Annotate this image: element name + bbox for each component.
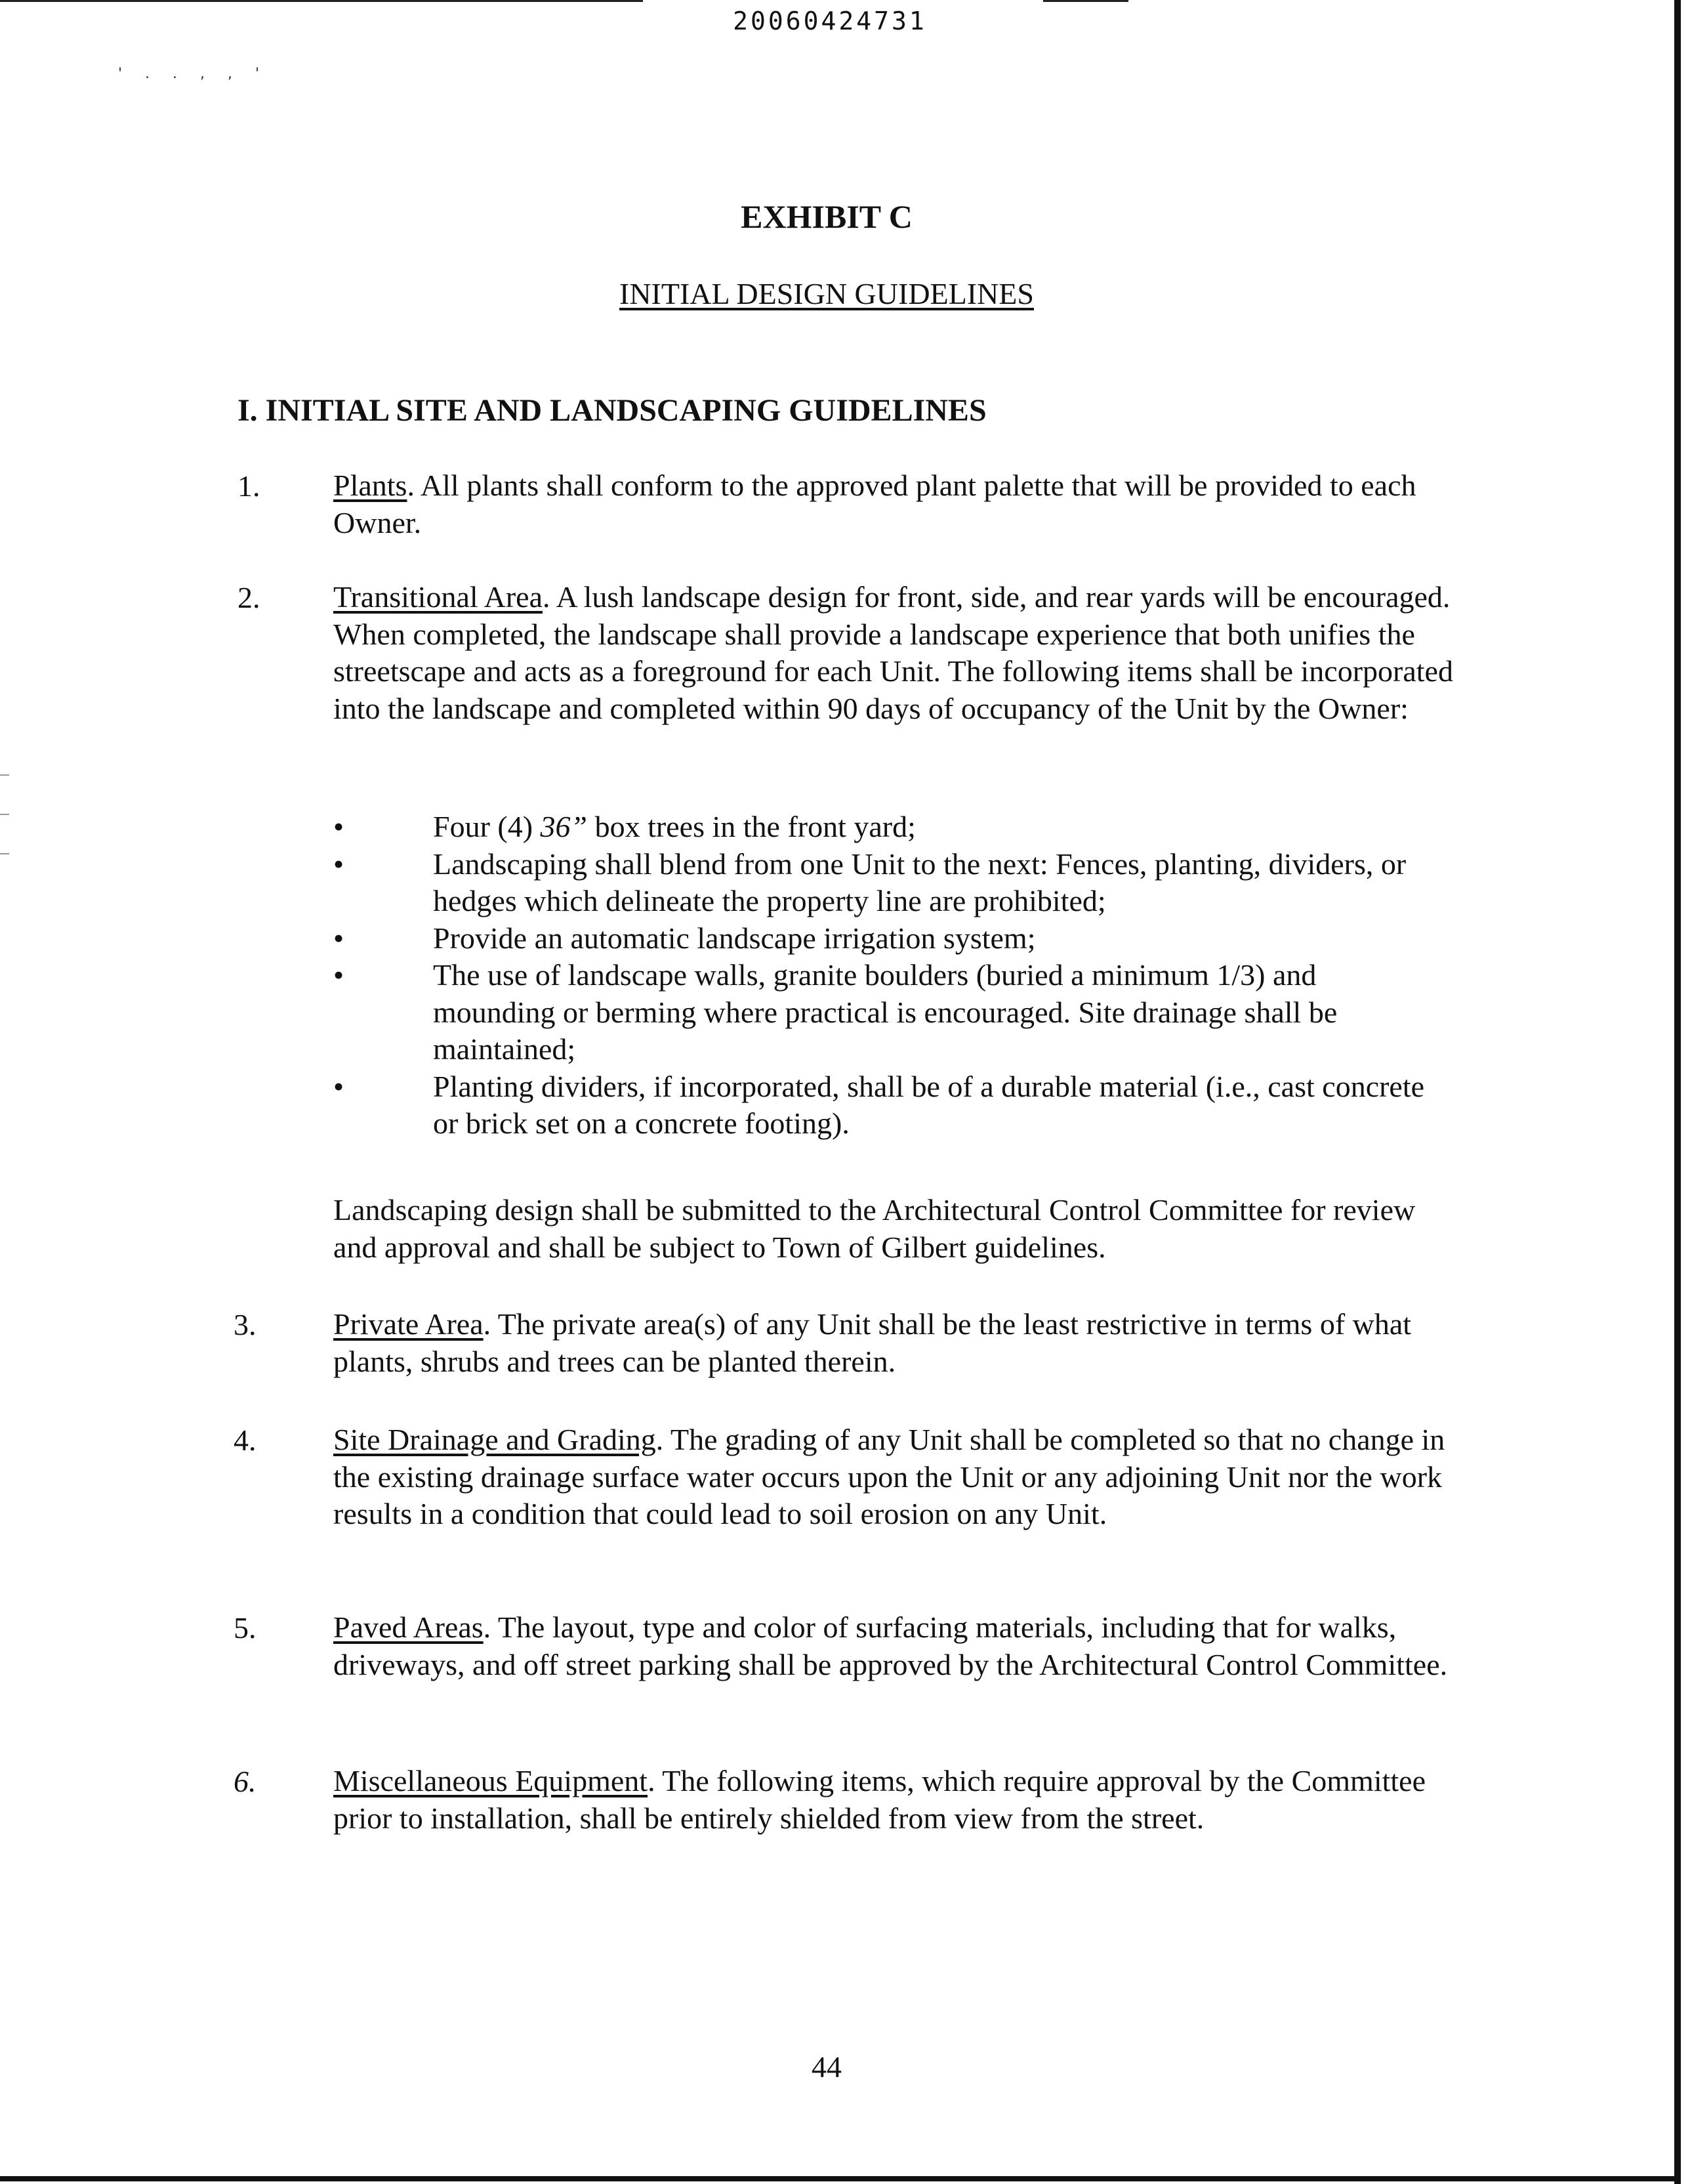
list-item: • Landscaping shall blend from one Unit to the next: Fences, planting, dividers, or hedges which delineate the property line are prohibited; bbox=[333, 847, 1407, 917]
item-paragraph bbox=[333, 1763, 1462, 1837]
scan-top-rule bbox=[0, 0, 643, 2]
exhibit-title: EXHIBIT C bbox=[741, 198, 913, 235]
bullet-icon: • bbox=[333, 810, 344, 843]
item-number: 1. bbox=[237, 469, 260, 503]
item-paragraph bbox=[333, 1306, 1462, 1380]
section-heading: I. INITIAL SITE AND LANDSCAPING GUIDELINES bbox=[237, 393, 987, 428]
item-body: . All plants shall conform to the approved plant palette that will be provided to each Owner. bbox=[333, 469, 1416, 539]
item-number: 6. bbox=[234, 1765, 257, 1798]
scan-top-rule bbox=[1043, 0, 1128, 2]
item-paragraph bbox=[333, 579, 1462, 727]
bullet-icon: • bbox=[333, 958, 344, 992]
emphasis: 36” bbox=[540, 810, 588, 843]
scan-edge-tick bbox=[0, 853, 9, 854]
item-body: . A lush landscape design for front, side, and rear yards will be encouraged. When completed, the landscape shall provide a landscape experience that both unifies the streetscape and acts as a foreground for each Unit. The following items shall be incorporated into the landscape and completed within 90 days of occupancy of the Unit by the Owner: bbox=[333, 580, 1453, 725]
item-heading: Private Area bbox=[333, 1307, 484, 1341]
item-paragraph bbox=[333, 467, 1462, 541]
list-item: • Provide an automatic landscape irrigation system; bbox=[328, 920, 1430, 957]
page-number: 44 bbox=[812, 2050, 842, 2084]
bullet-list bbox=[328, 808, 1430, 1143]
item-number: 5. bbox=[234, 1611, 257, 1645]
item-heading: Transitional Area bbox=[333, 580, 543, 614]
scan-specks: ' . . , , ' bbox=[118, 66, 269, 82]
scan-edge-tick bbox=[0, 814, 9, 815]
list-item: • Planting dividers, if incorporated, shall be of a durable material (i.e., cast concrete or brick set on a concrete footing). bbox=[333, 1069, 1425, 1140]
bullet-icon: • bbox=[333, 1069, 344, 1103]
document-number: 20060424731 bbox=[733, 7, 927, 35]
bullet-icon: • bbox=[333, 921, 344, 955]
item-number: 4. bbox=[234, 1423, 257, 1457]
bullet-icon: • bbox=[333, 847, 344, 881]
scan-border-bottom bbox=[0, 2176, 1681, 2181]
item-body: . The following items, which require approval by the Committee prior to installation, shall be entirely shielded from view from the street. bbox=[333, 1764, 1426, 1835]
item-body: . The grading of any Unit shall be completed so that no change in the existing drainage surface water occurs upon the Unit or any adjoining Unit nor the work results in a condition that could lead to soil erosion on any Unit. bbox=[333, 1423, 1445, 1530]
scan-edge-tick bbox=[0, 774, 9, 776]
item-paragraph bbox=[333, 1421, 1462, 1533]
item-paragraph bbox=[333, 1609, 1462, 1683]
closing-paragraph: Landscaping design shall be submitted to the Architectural Control Committee for review and approval and shall be subject to Town of Gilbert guidelines. bbox=[333, 1193, 1416, 1264]
page-subtitle: INITIAL DESIGN GUIDELINES bbox=[619, 277, 1034, 310]
item-number: 3. bbox=[234, 1308, 257, 1341]
item-body: . The layout, type and color of surfacing materials, including that for walks, driveways, and off street parking shall be approved by the Architectural Control Committee. bbox=[333, 1610, 1448, 1681]
list-item: • Four (4) 36” box trees in the front yard; bbox=[328, 808, 1430, 846]
list-item: • The use of landscape walls, granite boulders (buried a minimum 1/3) and mounding or berming where practical is encouraged. Site drainage shall be maintained; bbox=[333, 958, 1338, 1066]
item-number: 2. bbox=[237, 581, 260, 614]
item-body: . The private area(s) of any Unit shall be the least restrictive in terms of what plants, shrubs and trees can be planted therein. bbox=[333, 1307, 1412, 1378]
item-heading: Miscellaneous Equipment bbox=[333, 1764, 648, 1797]
item-heading: Site Drainage and Grading bbox=[333, 1423, 656, 1456]
scan-border-right bbox=[1674, 0, 1681, 2184]
item-heading: Paved Areas bbox=[333, 1610, 484, 1644]
item-heading: Plants bbox=[333, 469, 407, 502]
